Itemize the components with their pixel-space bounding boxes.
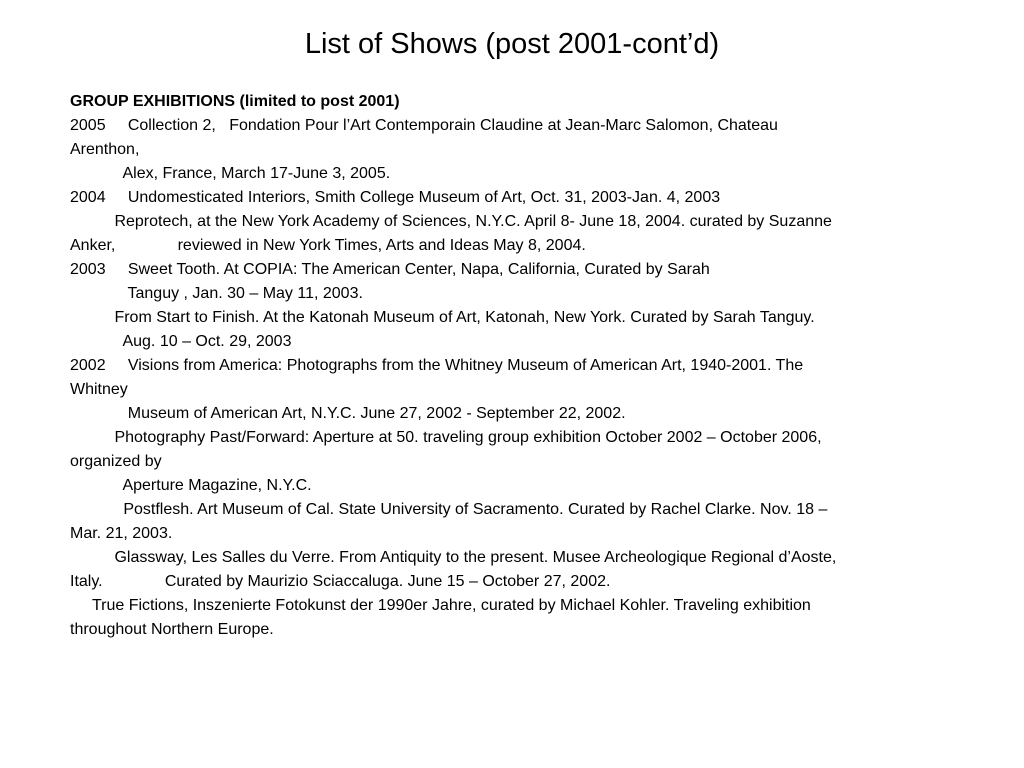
text-line: organized by xyxy=(70,453,162,470)
text-line: 2002 Visions from America: Photographs from the Whitney Museum of American Art, 1940-2001. The xyxy=(70,357,804,374)
text-line: Arenthon, xyxy=(70,141,140,158)
text-line: throughout Northern Europe. xyxy=(70,621,274,638)
slide-title: List of Shows (post 2001-cont’d) xyxy=(304,28,720,60)
text-line: Glassway, Les Salles du Verre. From Antiquity to the present. Musee Archeologique Regional d’Aoste, xyxy=(70,549,837,566)
text-line: Mar. 21, 2003. xyxy=(70,525,173,542)
text-line: True Fictions, Inszenierte Fotokunst der 1990er Jahre, curated by Michael Kohler. Traveling exhibition xyxy=(70,597,811,614)
text-line: From Start to Finish. At the Katonah Museum of Art, Katonah, New York. Curated by Sarah Tanguy. xyxy=(70,309,815,326)
text-line: Alex, France, March 17-June 3, 2005. xyxy=(70,165,391,182)
text-line: Reprotech, at the New York Academy of Sciences, N.Y.C. April 8- June 18, 2004. curated by Suzanne xyxy=(70,213,832,230)
text-line: Tanguy , Jan. 30 – May 11, 2003. xyxy=(70,285,363,302)
text-line: Photography Past/Forward: Aperture at 50. traveling group exhibition October 2002 – October 2006, xyxy=(70,429,822,446)
text-line: Museum of American Art, N.Y.C. June 27, 2002 - September 22, 2002. xyxy=(70,405,626,422)
section-heading: GROUP EXHIBITIONS (limited to post 2001) xyxy=(70,93,400,110)
text-line: Aug. 10 – Oct. 29, 2003 xyxy=(70,333,292,350)
text-line: Postflesh. Art Museum of Cal. State University of Sacramento. Curated by Rachel Clarke. Nov. 18 – xyxy=(70,501,828,518)
text-line: 2003 Sweet Tooth. At COPIA: The American Center, Napa, California, Curated by Sarah xyxy=(70,261,710,278)
slide-body xyxy=(70,90,950,642)
text-line: Aperture Magazine, N.Y.C. xyxy=(70,477,312,494)
text-line: Italy. Curated by Maurizio Sciaccaluga. June 15 – October 27, 2002. xyxy=(70,573,611,590)
text-line: 2004 Undomesticated Interiors, Smith College Museum of Art, Oct. 31, 2003-Jan. 4, 2003 xyxy=(70,189,721,206)
text-line: Anker, reviewed in New York Times, Arts and Ideas May 8, 2004. xyxy=(70,237,586,254)
text-line: Whitney xyxy=(70,381,128,398)
text-line: 2005 Collection 2, Fondation Pour l’Art Contemporain Claudine at Jean-Marc Salomon, Chateau xyxy=(70,117,778,134)
